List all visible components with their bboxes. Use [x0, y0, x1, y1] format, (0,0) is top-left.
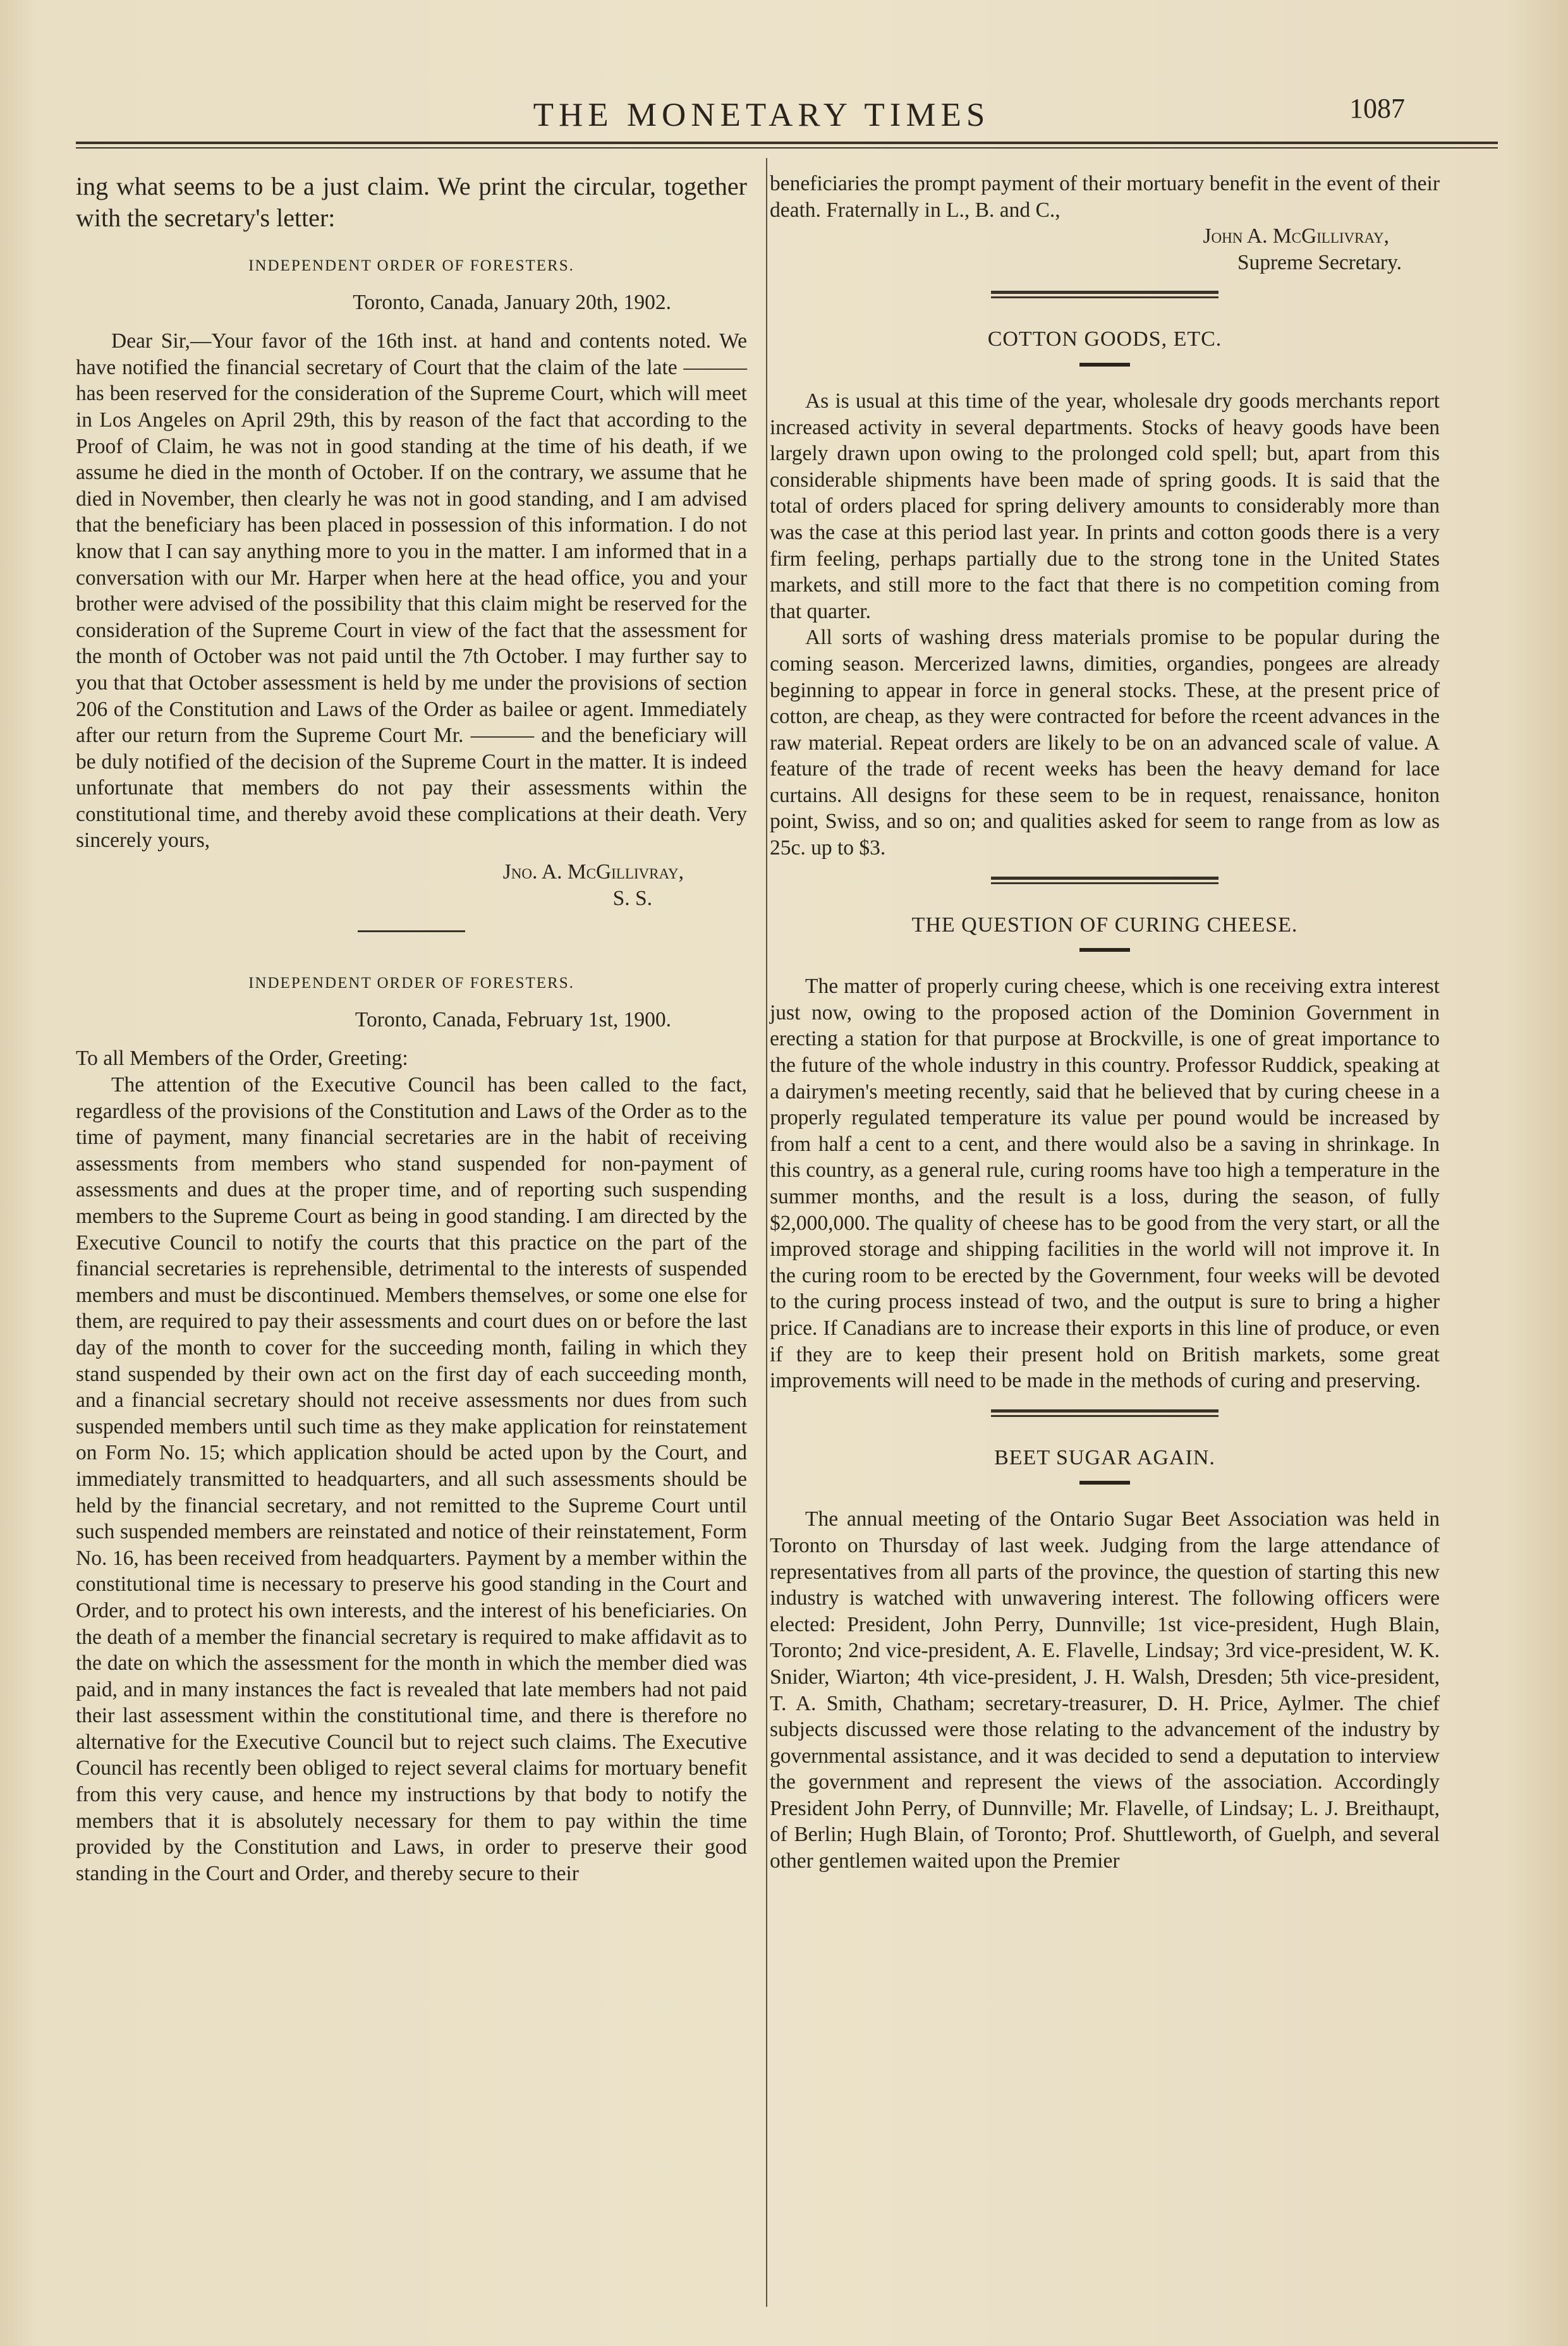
letter2-greeting: To all Members of the Order, Greeting: — [76, 1047, 408, 1071]
letter1-body: Dear Sir,—Your favor of the 16th inst. at hand and contents noted. We have notified the financial secretary of Court that the claim of the late ——— has been reserved for the consideration of the Supreme Court, which will meet in Los Angeles on April 29th, this by reason of the fact that according to the Proof of Claim, he was not in good standing at the time of his death, if we assume he died in the month of October. If on the contrary, we assume that he died in November, then clearly he was not in good standing, and I am advised that the beneficiary has been placed in possession of this information. I do not know that I can say anything more to you in the matter. I am informed that in a conversation with our Mr. Harper when here at the head office, you and your brother were advised of the possibility that this claim might be reserved for the consideration of the Supreme Court in view of the fact that the assessment for the month of October was not paid until the 7th October. I may further say to you that that October assessment is held by me under the provisions of section 206 of the Constitution and Laws of the Order as bailee or agent. Immediately after our return from the Supreme Court Mr. ——— and the beneficiary will be duly notified of the decision of the Supreme Court in the matter. It is indeed unfortunate that members do not pay their assessments within the constitutional time, and thereby avoid these complications at their death. Very sincerely yours, — [76, 329, 747, 853]
section-double-rule — [991, 1409, 1219, 1417]
letter1-heading: INDEPENDENT ORDER OF FORESTERS. — [248, 257, 574, 274]
running-head: THE MONETARY TIMES — [533, 97, 990, 133]
letter1-signature-title: S. S. — [612, 886, 652, 910]
continuation-paragraph: beneficiaries the prompt payment of their mortuary benefit in the event of their death. Fraternally in L., B. and C., — [770, 172, 1440, 222]
section-double-rule — [991, 877, 1219, 884]
right-column — [770, 171, 1440, 1875]
section-title-cotton: COTTON GOODS, ETC. — [987, 327, 1222, 351]
letter2-heading: INDEPENDENT ORDER OF FORESTERS. — [248, 975, 574, 992]
cotton-paragraph: As is usual at this time of the year, wholesale dry goods merchants report increased activity in several departments. Stocks of heavy goods have been largely drawn upon owing to the prolonged cold spell; but, apart from this considerable shipments have been made of spring goods. It is said that the total of orders placed for spring delivery amounts to considerably more than was the case at this period last year. In prints and cotton goods there is a very firm feeling, perhaps partially due to the strong tone in the United States markets, and still more to the fact that there is no competition coming from that quarter. — [770, 389, 1440, 623]
letter2-dateline: Toronto, Canada, February 1st, 1900. — [355, 1007, 671, 1031]
section-double-rule — [991, 291, 1219, 298]
intro-paragraph: ing what seems to be a just claim. We print the circular, together with the secretary's letter: — [76, 172, 747, 232]
beet-sugar-paragraph: The annual meeting of the Ontario Sugar Beet Association was held in Toronto on Thursday of last week. Judging from the large attendance of representatives from all parts of the province, the question of starting this new industry is watched with unwavering interest. The following officers were elected: President, John Perry, Dunnville; 1st vice-president, Hugh Blain, Toronto; 2nd vice-president, A. E. Flavelle, Lindsay; 3rd vice-president, W. K. Snider, Wiarton; 4th vice-president, J. H. Walsh, Dresden; 5th vice-president, T. A. Smith, Chatham; secretary-treasurer, D. H. Price, Aylmer. The chief subjects discussed were those relating to the advancement of the industry by governmental assistance, and it was decided to send a deputation to interview the government and represent the views of the association. Accordingly President John Perry, of Dunnville; Mr. Flavelle, of Lindsay; L. J. Breithaupt, of Berlin; Hugh Blain, of Toronto; Prof. Shuttleworth, of Guelph, and several other gentlemen waited upon the Premier — [770, 1507, 1440, 1873]
title-dash-rule — [1079, 948, 1130, 952]
cotton-paragraph: All sorts of washing dress materials promise to be popular during the coming season. Mercerized lawns, dimities, organdies, pongees are already beginning to appear in force in general stocks. These, at the present price of cotton, are cheap, as they were contracted for before the rceent advances in the raw material. Repeat orders are likely to be on an advanced scale of value. A feature of the trade of recent weeks has been the heavy demand for lace curtains. All designs for these seem to be in request, renaissance, honiton point, Swiss, and so on; and qualities asked for seem to range from as low as 25c. up to $3. — [770, 626, 1440, 860]
letter2-body: The attention of the Executive Council has been called to the fact, regardless of the provisions of the Constitution and Laws of the Order as to the time of payment, many financial secretaries are in the habit of receiving assessments from members who stand suspended for non-payment of assessments and dues at the proper time, and of reporting such suspending members to the Supreme Court as being in good standing. I am directed by the Executive Council to notify the courts that this practice on the part of the financial secretaries is reprehensible, detrimental to the interests of suspended members and must be discontinued. Members themselves, or some one else for them, are required to pay their assessments and court dues on or before the last day of the month to cover for the succeeding month, failing in which they stand suspended by their own act on the first day of each succeeding month, and a financial secretary should not receive assessments nor dues from such suspended members until such time as they make application for reinstatement on Form No. 15; which application should be acted upon by the Court, and immediately transmitted to headquarters, and all such assessments should be held by the financial secretary, and not remitted to the Supreme Court until such suspended members are reinstated and notice of their reinstatement, Form No. 16, has been received from headquarters. Payment by a member within the constitutional time is necessary to preserve his good standing in the Court and Order, and to protect his own interests, and the interest of his beneficiaries. On the death of a member the financial secretary is required to make affidavit as to the date on which the assessment for the month in which the member died was paid, and in many instances the fact is revealed that late members had not paid their last assessment within the constitutional time, and there is therefore no alternative for the Executive Council but to reject such claims. The Executive Council has recently been obliged to reject several claims for mortuary benefit from this very cause, and hence my instructions by that body to notify the members that it is absolutely necessary for them to pay within the time provided by the Constitution and Laws, in order to preserve their good standing in the Court and Order, and thereby secure to their — [76, 1073, 747, 1885]
page-number: 1087 — [1349, 93, 1405, 124]
header-rule-thin — [76, 147, 1498, 149]
section-divider-rule — [358, 930, 465, 932]
continuation-signature-title: Supreme Secretary. — [1237, 250, 1402, 274]
page-header — [0, 88, 1568, 139]
letter1-dateline: Toronto, Canada, January 20th, 1902. — [353, 290, 671, 314]
section-title-beet-sugar: BEET SUGAR AGAIN. — [994, 1445, 1215, 1469]
left-column — [76, 171, 747, 1887]
cheese-paragraph: The matter of properly curing cheese, which is one receiving extra interest just now, owing to the proposed action of the Dominion Government in erecting a station for that purpose at Brockville, is one of great importance to the future of the whole industry in this country. Professor Ruddick, speaking at a dairymen's meeting recently, said that he believed that by curing cheese in a properly regulated temperature its value per pound would be increased by from half a cent to a cent, and there would also be a saving in shrinkage. In this country, as a general rule, curing rooms have too high a temperature in the summer months, and the result is a loss, during the season, of fully $2,000,000. The quality of cheese has to be good from the very start, or all the improved storage and shipping facilities in the world will not improve it. In the curing room to be erected by the Government, four weeks will be devoted to the curing process instead of two, and the output is sure to bring a higher price. If Canadians are to increase their exports in this line of produce, or even if they are to keep their present hold on British markets, some great improvements will need to be made in the methods of curing and preserving. — [770, 975, 1440, 1393]
letter1-signature-name: Jno. A. McGillivray, — [502, 860, 684, 884]
header-rule-thick — [76, 142, 1498, 144]
section-title-cheese: THE QUESTION OF CURING CHEESE. — [911, 913, 1298, 937]
column-divider — [766, 158, 767, 2307]
continuation-signature-name: John A. McGillivray, — [1203, 224, 1389, 248]
title-dash-rule — [1079, 1481, 1130, 1485]
title-dash-rule — [1079, 363, 1130, 367]
